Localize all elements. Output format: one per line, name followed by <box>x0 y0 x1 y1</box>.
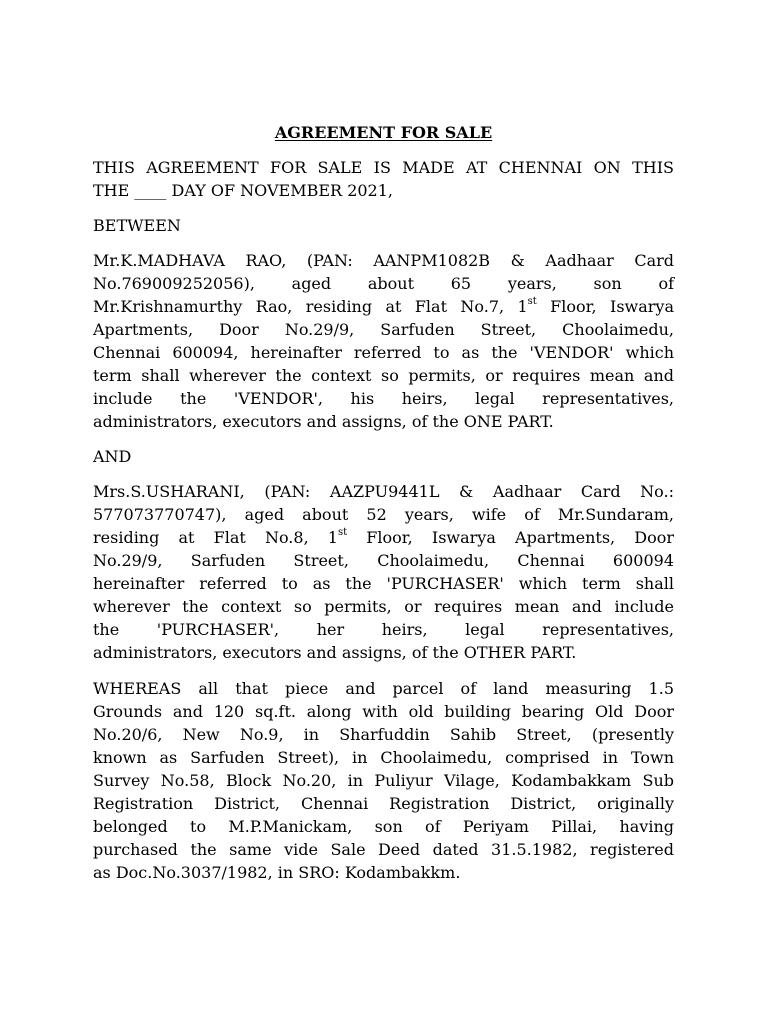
vendor-line-part: Floor, Iswarya <box>536 297 674 316</box>
vendor-line: administrators, executors and assigns, of the ONE PART. <box>93 412 554 431</box>
purchaser-line: wherever the context so permits, or requires mean and include <box>93 597 674 616</box>
purchaser-line-part: residing at Flat No.8, 1 <box>93 528 338 547</box>
whereas-line: purchased the same vide Sale Deed dated 31.5.1982, registered <box>93 840 674 859</box>
purchaser-line: 577073770747), aged about 52 years, wife of Mr.Sundaram, <box>93 505 674 524</box>
whereas-line: No.20/6, New No.9, in Sharfuddin Sahib Street, (presently <box>93 725 674 744</box>
and-text: AND <box>93 447 132 466</box>
vendor-line: Mr.K.MADHAVA RAO, (PAN: AANPM1082B & Aadhaar Card <box>93 251 674 270</box>
whereas-line: as Doc.No.3037/1982, in SRO: Kodambakkm. <box>93 863 461 882</box>
purchaser-line: No.29/9, Sarfuden Street, Choolaimedu, Chennai 600094 <box>93 551 674 570</box>
whereas-line: WHEREAS all that piece and parcel of land measuring 1.5 <box>93 679 674 698</box>
purchaser-line: the 'PURCHASER', her heirs, legal representatives, <box>93 620 674 639</box>
ordinal-suffix: st <box>337 526 348 538</box>
whereas-line: Registration District, Chennai Registration District, originally <box>93 794 674 813</box>
purchaser-paragraph <box>93 480 674 664</box>
purchaser-line: Mrs.S.USHARANI, (PAN: AAZPU9441L & Aadhaar Card No.: <box>93 482 674 501</box>
vendor-line: Apartments, Door No.29/9, Sarfuden Street, Choolaimedu, <box>93 320 674 339</box>
vendor-line: include the 'VENDOR', his heirs, legal representatives, <box>93 389 674 408</box>
whereas-line: Grounds and 120 sq.ft. along with old building bearing Old Door <box>93 702 674 721</box>
whereas-paragraph <box>93 677 674 884</box>
intro-paragraph <box>93 156 674 202</box>
between-heading <box>93 214 674 237</box>
vendor-line <box>93 295 674 318</box>
vendor-paragraph <box>93 249 674 433</box>
vendor-line-part: Mr.Krishnamurthy Rao, residing at Flat No.7, 1 <box>93 297 528 316</box>
between-text: BETWEEN <box>93 216 181 235</box>
document-title: AGREEMENT FOR SALE <box>274 123 493 142</box>
intro-line: THE ____ DAY OF NOVEMBER 2021, <box>93 181 393 200</box>
vendor-line: term shall wherever the context so permits, or requires mean and <box>93 366 674 385</box>
ordinal-suffix: st <box>527 295 537 307</box>
purchaser-line: hereinafter referred to as the 'PURCHASER' which term shall <box>93 574 674 593</box>
purchaser-line: administrators, executors and assigns, of the OTHER PART. <box>93 643 577 662</box>
and-heading <box>93 445 674 468</box>
whereas-line: belonged to M.P.Manickam, son of Periyam Pillai, having <box>93 817 674 836</box>
intro-line: THIS AGREEMENT FOR SALE IS MADE AT CHENNAI ON THIS <box>93 158 674 177</box>
whereas-line: Survey No.58, Block No.20, in Puliyur Vilage, Kodambakkam Sub <box>93 771 674 790</box>
whereas-line: known as Sarfuden Street), in Choolaimedu, comprised in Town <box>93 748 674 767</box>
vendor-line: No.769009252056), aged about 65 years, son of <box>93 274 674 293</box>
purchaser-line <box>93 526 674 549</box>
vendor-line: Chennai 600094, hereinafter referred to as the 'VENDOR' which <box>93 343 674 362</box>
purchaser-line-part: Floor, Iswarya Apartments, Door <box>347 528 675 547</box>
